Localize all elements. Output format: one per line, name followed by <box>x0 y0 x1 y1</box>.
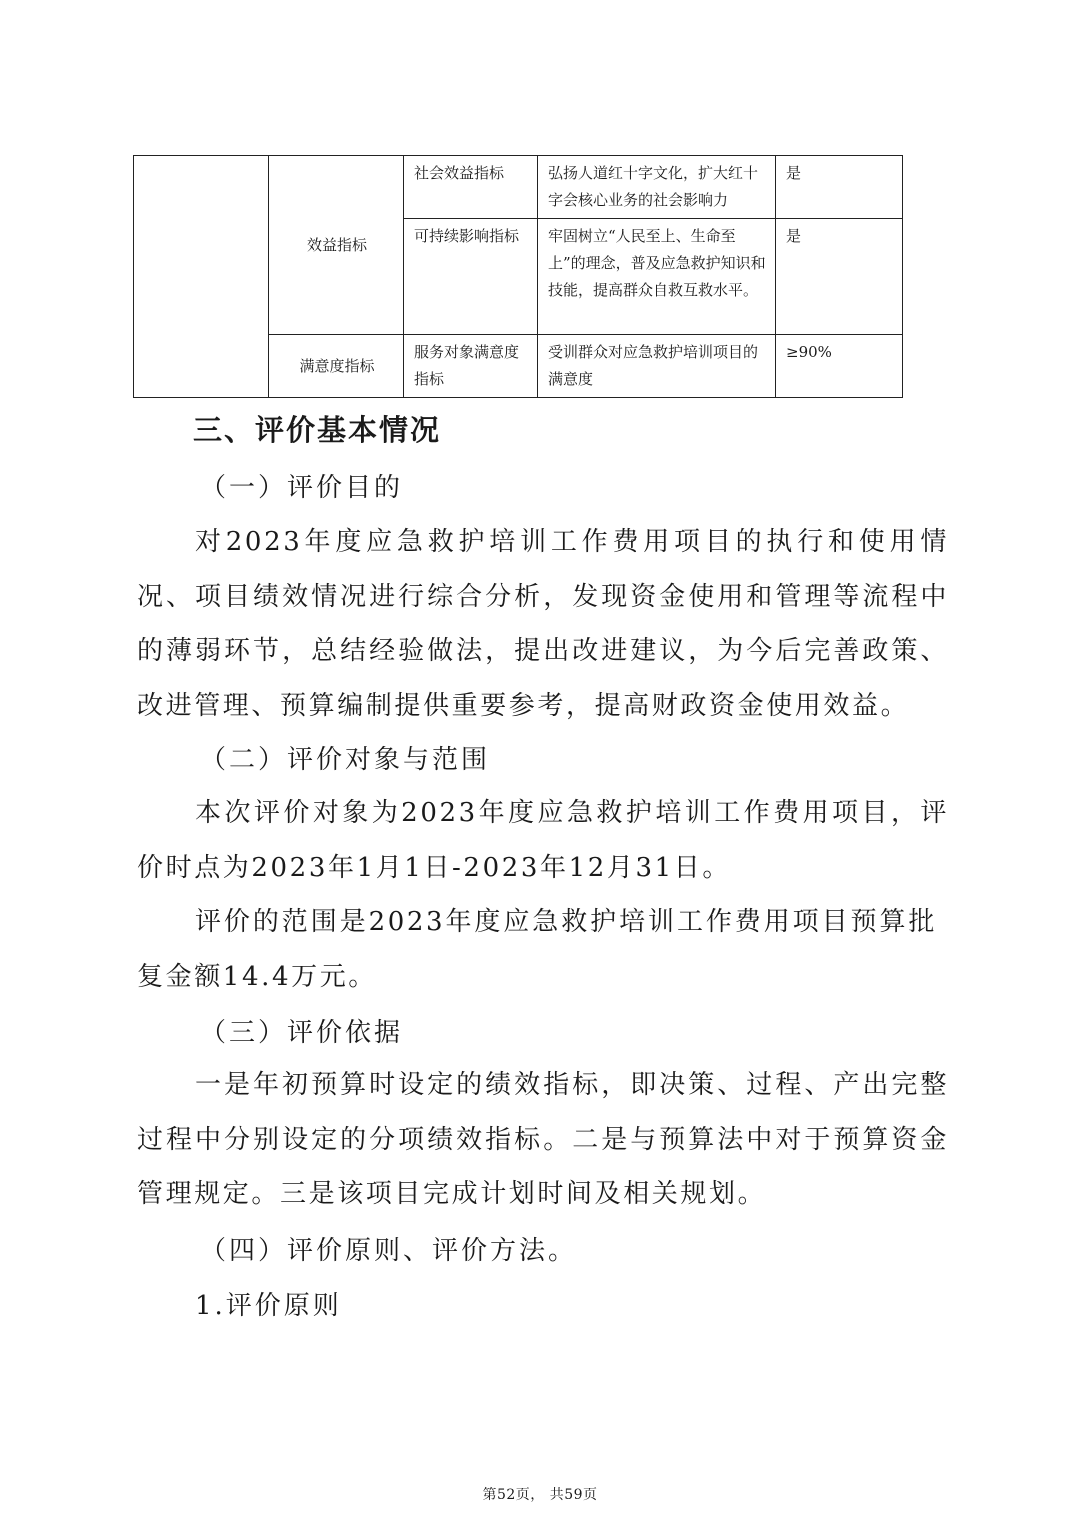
table-cell-level2: 效益指标 <box>269 156 404 335</box>
page-number: 第52页， 共59页 <box>482 1487 598 1503</box>
table-cell-content: 弘扬人道红十字文化，扩大红十字会核心业务的社会影响力 <box>538 156 776 219</box>
table-row <box>134 156 903 219</box>
table-cell-value: ≥90% <box>776 335 903 398</box>
subsection-heading-principles: （四）评价原则、评价方法。 <box>200 1236 578 1266</box>
table-cell-level2: 满意度指标 <box>269 335 404 398</box>
item-heading-principles: 1.评价原则 <box>195 1291 342 1321</box>
paragraph-purpose: 对2023年度应急救护培训工作费用项目的执行和使用情况、项目绩效情况进行综合分析，发现资金使用和管理等流程中的薄弱环节，总结经验做法，提出改进建议，为今后完善政策、改进管理、预算编制提供重要参考，提高财政资金使用效益。 <box>137 527 949 721</box>
paragraph-scope-object: 本次评价对象为2023年度应急救护培训工作费用项目，评价时点为2023年1月1日-2023年12月31日。 <box>137 798 949 883</box>
table-cell-level3: 社会效益指标 <box>404 156 538 219</box>
subsection-heading-basis: （三）评价依据 <box>200 1018 404 1048</box>
subsection-heading-scope: （二）评价对象与范围 <box>200 745 491 775</box>
table-cell-content: 牢固树立“人民至上、生命至上”的理念，普及应急救护知识和技能，提高群众自救互救水平。 <box>538 219 776 335</box>
table-cell-value: 是 <box>776 219 903 335</box>
section-heading: 三、评价基本情况 <box>193 413 442 447</box>
table-cell-level3: 服务对象满意度指标 <box>404 335 538 398</box>
table-cell-content: 受训群众对应急救护培训项目的满意度 <box>538 335 776 398</box>
performance-indicator-table <box>133 155 903 398</box>
table-cell-level3: 可持续影响指标 <box>404 219 538 335</box>
table-cell-value: 是 <box>776 156 903 219</box>
subsection-heading-purpose: （一）评价目的 <box>200 473 404 503</box>
paragraph-scope-range: 评价的范围是2023年度应急救护培训工作费用项目预算批复金额14.4万元。 <box>137 907 937 992</box>
table-cell-level1 <box>134 156 269 398</box>
paragraph-basis: 一是年初预算时设定的绩效指标，即决策、过程、产出完整过程中分别设定的分项绩效指标。二是与预算法中对于预算资金管理规定。三是该项目完成计划时间及相关规划。 <box>137 1070 949 1209</box>
